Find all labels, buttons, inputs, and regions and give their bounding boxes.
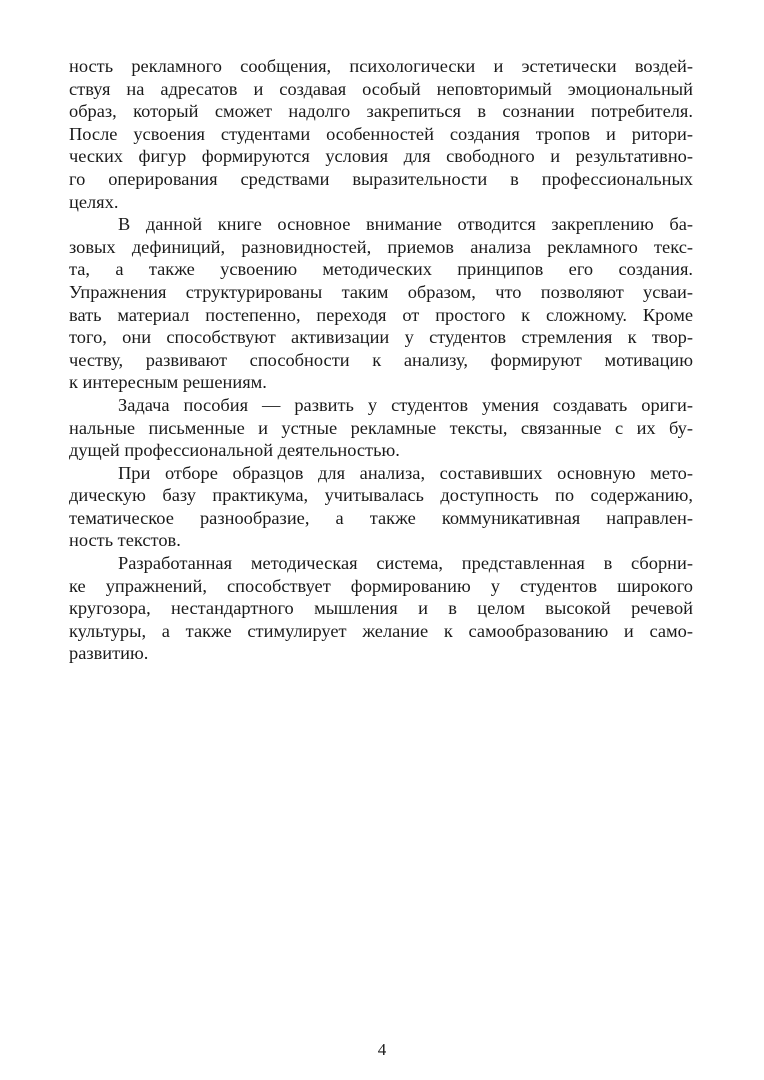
- paragraph-first-line: При отборе образцов для анализа, составивших основную мето-: [118, 462, 693, 483]
- text-line: тематическое разнообразие, а также коммуникативная направлен-: [69, 507, 693, 528]
- text-line: вать материал постепенно, переходя от простого к сложному. Кроме: [69, 304, 693, 325]
- text-line: к интересным решениям.: [69, 372, 267, 393]
- text-line: ствуя на адресатов и создавая особый неповторимый эмоциональный: [69, 78, 693, 99]
- text-line: образ, который сможет надолго закрепиться в сознании потребителя.: [69, 101, 693, 122]
- text-line: целях.: [69, 191, 119, 212]
- text-line: Упражнения структурированы таким образом, что позволяют усваи-: [69, 281, 693, 302]
- text-line: культуры, а также стимулирует желание к самообразованию и само-: [69, 620, 693, 641]
- text-line: дическую базу практикума, учитывалась доступность по содержанию,: [69, 485, 693, 506]
- text-line: та, а также усвоению методических принципов его создания.: [69, 259, 693, 280]
- text-line: нальные письменные и устные рекламные тексты, связанные с их бу-: [69, 417, 693, 438]
- text-line: зовых дефиниций, разновидностей, приемов анализа рекламного текс-: [69, 236, 693, 257]
- text-line: того, они способствуют активизации у студентов стремления к твор-: [69, 327, 693, 348]
- text-line: После усвоения студентами особенностей создания тропов и ритори-: [69, 123, 693, 144]
- text-line: ке упражнений, способствует формированию у студентов широкого: [69, 575, 693, 596]
- text-line: кругозора, нестандартного мышления и в целом высокой речевой: [69, 598, 693, 619]
- page-number: 4: [377, 1040, 387, 1059]
- text-line: го оперирования средствами выразительности в профессиональных: [69, 168, 693, 189]
- paragraph-first-line: В данной книге основное внимание отводится закреплению ба-: [118, 214, 693, 235]
- paragraph-first-line: Задача пособия — развить у студентов умения создавать ориги-: [118, 394, 693, 415]
- text-line: ческих фигур формируются условия для свободного и результативно-: [69, 146, 693, 167]
- text-line: развитию.: [69, 643, 149, 664]
- text-line: честву, развивают способности к анализу, формируют мотивацию: [69, 349, 693, 370]
- paragraph-first-line: Разработанная методическая система, представленная в сборни-: [118, 553, 693, 574]
- text-line: ность рекламного сообщения, психологически и эстетически воздей-: [69, 56, 693, 76]
- text-line: дущей профессиональной деятельностью.: [69, 440, 400, 461]
- body-text: [69, 55, 693, 665]
- text-line: ность текстов.: [69, 530, 181, 551]
